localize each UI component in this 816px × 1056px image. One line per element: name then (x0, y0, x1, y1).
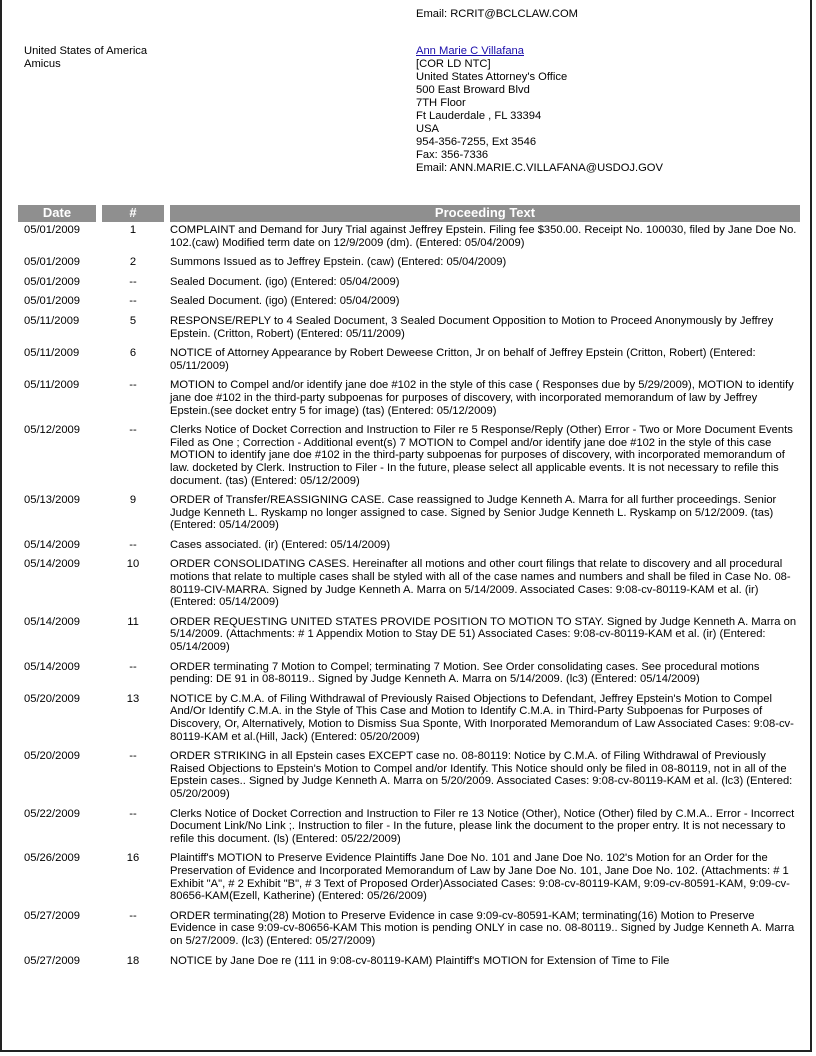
entry-number: 9 (129, 494, 137, 507)
entry-number: 5 (129, 314, 137, 327)
entry-date: 05/14/2009 (24, 660, 80, 673)
attorney-street: 500 East Broward Blvd (416, 84, 530, 96)
entry-number: -- (129, 660, 137, 673)
entry-number: -- (129, 295, 137, 308)
entry-text: ORDER REQUESTING UNITED STATES PROVIDE POSITION TO MOTION TO STAY. Signed by Judge Kenneth A. Marra on 5/14/2009. (Attachments: # 1 Appendix Motion to Stay DE 51) Associated Cases: 9:08-cv-80119-KAM et al. (ir) (Entered: 05/14/2009) (170, 615, 797, 654)
entry-date: 05/14/2009 (24, 538, 80, 551)
attorney-floor: 7TH Floor (416, 97, 466, 109)
entry-text: RESPONSE/REPLY to 4 Sealed Document, 3 Sealed Document Opposition to Motion to Proceed Anonymously by Jeffrey Epstein. (Critton, Robert) (Entered: 05/11/2009) (170, 314, 774, 340)
attorney-block (416, 45, 663, 175)
entry-date: 05/13/2009 (24, 494, 80, 507)
entry-number: 18 (126, 954, 140, 967)
entry-text: ORDER STRIKING in all Epstein cases EXCEPT case no. 08-80119: Notice by C.M.A. of Filing Withdrawal of Previously Raised Objections to Epstein's Motion to Compel and/or Identify. This Notice should only be filed in 08-80119, not in all of the Epstein cases.. Signed by Judge Kenneth A. Marra on 5/20/2009. Associated Cases: 9:08-cv-80119-KAM et al. (lc3) (Entered: 05/20/2009) (170, 750, 793, 800)
entry-date: 05/12/2009 (24, 424, 80, 437)
entry-date: 05/26/2009 (24, 852, 80, 865)
counsel-section (2, 0, 810, 204)
docket-table (18, 205, 800, 972)
attorney-office: United States Attorney's Office (416, 71, 568, 83)
entry-number: -- (129, 538, 137, 551)
entry-text: Sealed Document. (igo) (Entered: 05/04/2009) (170, 295, 400, 308)
entry-text: ORDER terminating 7 Motion to Compel; terminating 7 Motion. See Order consolidating cases. See procedural motions pending: DE 91 in 08-80119.. Signed by Judge Kenneth A. Marra on 5/14/2009. (lc3) (Entered: 05/14/2009) (170, 660, 760, 686)
table-row (18, 254, 800, 274)
entry-text: NOTICE of Attorney Appearance by Robert Deweese Critton, Jr on behalf of Jeffrey Epstein (Critton, Robert) (Entered: 05/11/2009) (170, 347, 756, 372)
entry-number: 10 (126, 558, 140, 571)
table-row (18, 908, 800, 953)
entry-date: 05/11/2009 (24, 314, 80, 327)
entry-date: 05/20/2009 (24, 750, 80, 763)
column-header-number: # (102, 205, 164, 222)
entry-text: MOTION to Compel and/or identify jane doe #102 in the style of this case ( Responses due by 5/29/2009), MOTION to identify jane doe #102 in the third-party subpoenas for purposes of discovery, with incorporated memorandum of law by Jeffrey Epstein.(see docket entry 5 for image) (tas) (Entered: 05/12/2009) (170, 379, 794, 417)
entry-text: ORDER CONSOLIDATING CASES. Hereinafter all motions and other court filings that relate to discovery and all procedural motions that relate to multiple cases shall be styled with all of the case names and numbers and shall be filed in Case No. 08-80119-CIV-MARRA. Signed by Judge Kenneth A. Marra on 5/14/2009. Associated Cases: 9:08-cv-80119-KAM et al. (ir) (Entered: 05/14/2009) (170, 558, 791, 609)
entry-number: -- (129, 379, 137, 392)
table-row (18, 806, 800, 851)
table-row (18, 422, 800, 492)
column-header-date: Date (18, 205, 96, 222)
attorney-name-link[interactable]: Ann Marie C Villafana (416, 45, 524, 57)
entry-date: 05/01/2009 (24, 275, 80, 288)
entry-text: ORDER of Transfer/REASSIGNING CASE. Case reassigned to Judge Kenneth A. Marra for all further proceedings. Senior Judge Kenneth L. Ryskamp no longer assigned to case. Signed by Senior Judge Kenneth L. Ryskamp on 5/12/2009. (tas) (Entered: 05/14/2009) (170, 494, 777, 532)
entry-date: 05/22/2009 (24, 807, 80, 820)
entry-text: Clerks Notice of Docket Correction and Instruction to Filer re 13 Notice (Other), Notice (Other) filed by C.M.A.. Error - Incorrect Document Link/No Link ;. Instruction to filer - In the future, please link the document to the proper entry. It is not necessary to refile this document. (ls) (Entered: 05/22/2009) (170, 807, 795, 845)
entry-number: 11 (127, 615, 139, 628)
entry-text: Sealed Document. (igo) (Entered: 05/04/2009) (170, 275, 400, 288)
entry-number: 6 (129, 347, 137, 360)
entry-date: 05/14/2009 (24, 615, 80, 628)
entry-number: 2 (129, 256, 137, 269)
entry-number: -- (129, 750, 137, 763)
entry-text: Summons Issued as to Jeffrey Epstein. (caw) (Entered: 05/04/2009) (170, 256, 507, 269)
entry-number: 13 (126, 692, 140, 705)
entry-date: 05/11/2009 (24, 379, 80, 392)
entry-text: Cases associated. (ir) (Entered: 05/14/2009) (170, 538, 391, 551)
table-row (18, 659, 800, 691)
table-row (18, 492, 800, 537)
attorney-fax: Fax: 356-7336 (416, 149, 489, 161)
entry-text: ORDER terminating(28) Motion to Preserve Evidence in case 9:09-cv-80591-KAM; terminating(16) Motion to Preserve Evidence in case 9:09-cv-80656-KAM This motion is pending ONLY in case no. 08-80119.. Signed by Judge Kenneth A. Marra on 5/27/2009. (lc3) (Entered: 05/27/2009) (170, 909, 795, 947)
column-header-proceeding-text: Proceeding Text (170, 205, 800, 222)
table-row (18, 691, 800, 748)
entry-number: 1 (129, 224, 137, 236)
party-name: United States of America (24, 45, 148, 57)
table-row (18, 537, 800, 557)
attorney-country: USA (416, 123, 440, 135)
entry-text: COMPLAINT and Demand for Jury Trial against Jeffrey Epstein. Filing fee $350.00. Receipt No. 100030, filed by Jane Doe No. 102.(caw) Modified term date on 12/9/2009 (dm). (Entered: 05/04/2009) (170, 224, 797, 249)
table-row (18, 748, 800, 805)
table-row (18, 293, 800, 313)
previous-attorney-email: Email: RCRIT@BCLCLAW.COM (416, 8, 578, 20)
entry-text: Plaintiff's MOTION to Preserve Evidence Plaintiffs Jane Doe No. 101 and Jane Doe No. 102's Motion for an Order for the Preservation of Evidence and Incorporated Memorandum of Law by Jane Doe No. 101, Jane Doe No. 102. (Attachments: # 1 Exhibit "A", # 2 Exhibit "B", # 3 Text of Proposed Order)Associated Cases: 9:08-cv-80119-KAM, 9:09-cv-80591-KAM, 9:09-cv-80656-KAM(Ezell, Katherine) (Entered: 05/26/2009) (170, 852, 790, 903)
entry-date: 05/27/2009 (24, 954, 80, 967)
entry-number: -- (129, 424, 137, 437)
table-row (18, 345, 800, 377)
entry-date: 05/01/2009 (24, 224, 80, 236)
docket-header-row (18, 205, 800, 222)
table-row (18, 953, 800, 973)
entry-text: NOTICE by C.M.A. of Filing Withdrawal of Previously Raised Objections to Defendant, Jeffrey Epstein's Motion to Compel And/Or Identify C.M.A. in the Style of This Case and Motion to Identify C.M.A. in Third-Party Subpoenas for Purposes of Discovery, Or, Alternatively, Motion to Dismiss Sua Sponte, With Inorporated Memorandum of Law Associated Cases: 9:08-cv-80119-KAM et al.(Hill, Jack) (Entered: 05/20/2009) (170, 692, 794, 743)
entry-text: Clerks Notice of Docket Correction and Instruction to Filer re 5 Response/Reply (Other) Error - Two or More Document Events Filed as One ; Correction - Additional event(s) 7 MOTION to Compel and/or identify jane doe #102 in the style of this case MOTION to identify jane doe #102 in the third-party subpoenas for purposes of discovery, with incorporated memorandum of law. docketed by Clerk. Instruction to Filer - In the future, please select all applicable events. It is not necessary to refile this document. (tas) (Entered: 05/12/2009) (170, 424, 793, 487)
entry-date: 05/27/2009 (24, 909, 80, 922)
attorney-tag: [COR LD NTC] (416, 58, 491, 70)
docket-body (18, 222, 800, 972)
entry-number: -- (129, 807, 137, 820)
table-row (18, 313, 800, 345)
table-row (18, 377, 800, 422)
table-row (18, 274, 800, 294)
attorney-city: Ft Lauderdale , FL 33394 (416, 110, 542, 122)
entry-date: 05/11/2009 (24, 347, 80, 360)
table-row (18, 614, 800, 659)
entry-date: 05/20/2009 (24, 692, 80, 705)
party-block (24, 45, 147, 71)
entry-text: NOTICE by Jane Doe re (111 in 9:08-cv-80119-KAM) Plaintiff's MOTION for Extension of Time to File (170, 954, 670, 967)
entry-date: 05/01/2009 (24, 256, 80, 269)
entry-number: 16 (126, 852, 140, 865)
entry-date: 05/01/2009 (24, 295, 80, 308)
table-row (18, 850, 800, 907)
party-role: Amicus (24, 58, 61, 70)
entry-date: 05/14/2009 (24, 558, 80, 571)
table-row (18, 556, 800, 613)
attorney-phone: 954-356-7255, Ext 3546 (416, 136, 537, 148)
attorney-email: Email: ANN.MARIE.C.VILLAFANA@USDOJ.GOV (416, 162, 663, 174)
entry-number: -- (129, 909, 137, 922)
table-row (18, 222, 800, 254)
entry-number: -- (129, 275, 137, 288)
